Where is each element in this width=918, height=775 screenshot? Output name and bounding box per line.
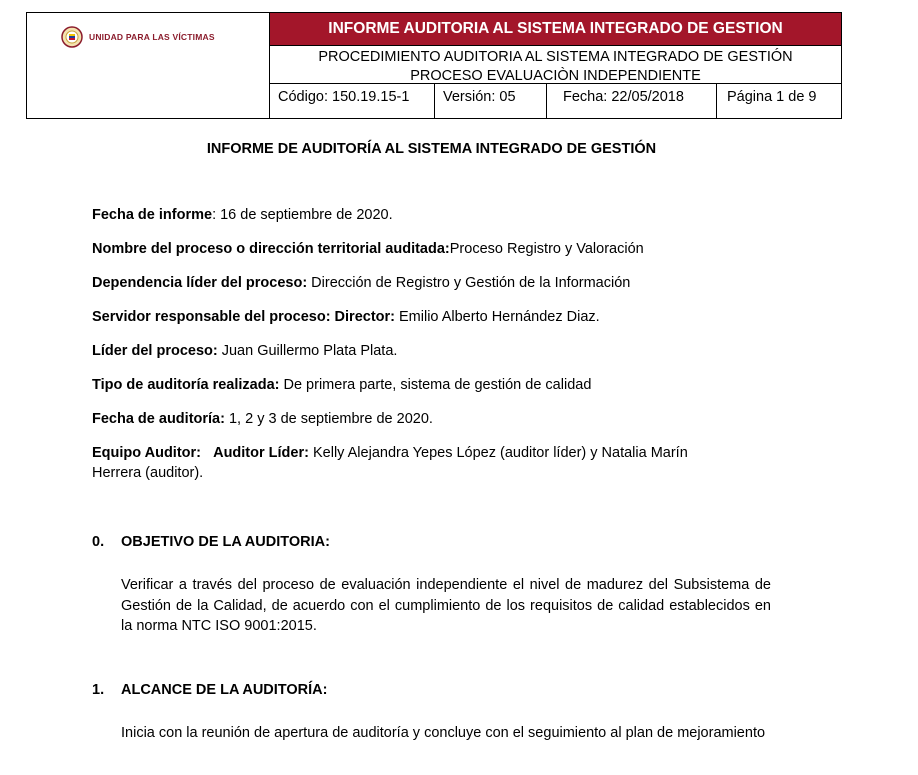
field-label: Servidor responsable del proceso: Director: (92, 309, 395, 325)
field-value-2: Herrera (auditor). (92, 465, 204, 481)
field-value: : 16 de septiembre de 2020. (212, 207, 393, 223)
section-heading (92, 534, 330, 550)
report-title-bar: INFORME AUDITORIA AL SISTEMA INTEGRADO DE GESTION (270, 13, 841, 46)
field-fecha-informe (92, 205, 782, 225)
process-line: PROCESO EVALUACIÒN INDEPENDIENTE (270, 67, 841, 84)
field-value: Dirección de Registro y Gestión de la Información (307, 275, 631, 291)
section-number: 0. (92, 534, 105, 550)
section-title: ALCANCE DE LA AUDITORÍA: (121, 682, 328, 698)
field-tipo (92, 375, 782, 395)
page-cell: Página 1 de 9 (727, 89, 817, 105)
section-number: 1. (92, 682, 105, 698)
field-label: Líder del proceso: (92, 343, 218, 359)
field-value: Juan Guillermo Plata Plata. (217, 343, 398, 359)
procedure-line: PROCEDIMIENTO AUDITORIA AL SISTEMA INTEGRADO DE GESTIÓN (318, 49, 793, 65)
field-servidor (92, 307, 782, 327)
field-value: Emilio Alberto Hernández Diaz. (394, 309, 600, 325)
field-label-2: Auditor Líder: (213, 445, 309, 461)
document-title: INFORME DE AUDITORÍA AL SISTEMA INTEGRADO DE GESTIÓN (206, 141, 657, 157)
field-dependencia (92, 273, 782, 293)
date-cell: Fecha: 22/05/2018 (547, 84, 717, 118)
field-nombre-proceso (92, 239, 782, 259)
field-label: Nombre del proceso o dirección territorial auditada: (92, 241, 450, 257)
field-label: Equipo Auditor: (92, 445, 201, 461)
logo-cell (27, 13, 270, 118)
code-cell: Código: 150.19.15-1 (270, 84, 435, 118)
colombia-seal-icon (61, 26, 83, 48)
field-fecha-auditoria (92, 409, 782, 429)
field-label: Fecha de informe (92, 207, 213, 223)
field-label: Fecha de auditoría: (92, 411, 225, 427)
section-paragraph: Verificar a través del proceso de evaluación independiente el nivel de madurez del Subsistema de Gestión de la Calidad, de acuerdo con el cumplimiento de los requisitos de calidad establecidos en la norma NTC ISO 9001:2015. (121, 577, 771, 634)
field-label: Dependencia líder del proceso: (92, 275, 308, 291)
section-paragraph: Inicia con la reunión de apertura de auditoría y concluye con el seguimiento al plan de mejoramiento (121, 725, 766, 741)
logo-text: UNIDAD PARA LAS VÍCTIMAS (89, 32, 215, 42)
field-value: 1, 2 y 3 de septiembre de 2020. (224, 411, 433, 427)
field-label: Tipo de auditoría realizada: (92, 377, 280, 393)
field-value: Proceso Registro y Valoración (449, 241, 644, 257)
document-header (26, 12, 842, 119)
field-value: De primera parte, sistema de gestión de calidad (279, 377, 592, 393)
unidad-victimas-logo (61, 26, 215, 48)
section-heading (92, 682, 327, 698)
version-cell: Versión: 05 (435, 84, 547, 118)
field-equipo (92, 443, 782, 483)
section-title: OBJETIVO DE LA AUDITORIA: (121, 534, 330, 550)
field-value: Kelly Alejandra Yepes López (auditor líder) y Natalia Marín (308, 445, 688, 461)
meta-row (270, 84, 841, 118)
field-lider (92, 341, 782, 361)
